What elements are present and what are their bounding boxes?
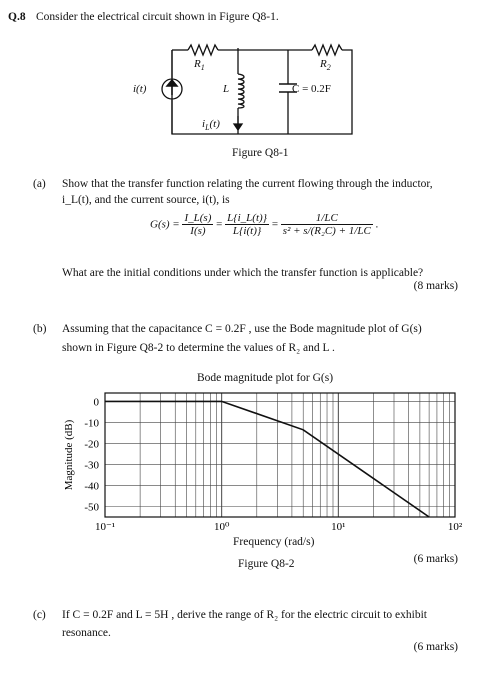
il-arrow-icon <box>234 116 242 130</box>
eq-fraction-1: $\frac{I\_L(s)}{I(s)}$ <box>184 212 212 237</box>
source-arrow-icon <box>167 80 177 95</box>
part-c-label: (c) <box>33 609 46 621</box>
part-c-marks: (6 marks) <box>413 641 458 653</box>
part-a-line1: Show that the transfer function relating the current flowing through the inductor, <box>62 178 433 190</box>
il-label: $i_L(t)$ <box>202 118 220 133</box>
part-b-line2: shown in Figure Q8-2 to determine the values of R₂ and L . <box>62 342 335 354</box>
x-tick-label: 10⁻¹ <box>94 521 116 533</box>
eq-lhs: G(s) = <box>150 218 180 231</box>
y-tick-label: -20 <box>84 438 99 451</box>
y-axis-label: Magnitude (dB) <box>63 419 75 491</box>
x-tick-label: 10⁰ <box>213 521 230 533</box>
part-c-line1: If C = 0.2F and L = 5H , derive the range of R₂ for the electric circuit to exhibit <box>62 609 427 621</box>
figure-caption-q8-1: Figure Q8-1 <box>232 147 289 159</box>
r1-label: $R_1$ <box>194 58 205 73</box>
r2-resistor <box>312 45 342 55</box>
chart-title: Bode magnitude plot for G(s) <box>197 372 334 384</box>
y-tick-labels <box>84 396 99 513</box>
y-tick-label: -10 <box>84 417 99 430</box>
part-a-marks: (8 marks) <box>413 280 458 292</box>
y-tick-label: -40 <box>84 480 99 493</box>
bode-chart <box>60 388 480 558</box>
y-tick-label: -30 <box>84 459 99 472</box>
question-intro: Consider the electrical circuit shown in Figure Q8-1. <box>36 11 279 23</box>
eq-fraction-3: $\frac{1/LC}{\text{s² + s/(R₂C) + 1/LC}}$ <box>282 212 371 237</box>
r1-resistor <box>188 45 218 55</box>
r2-label: $R_2$ <box>320 58 331 73</box>
x-tick-label: 10² <box>447 521 463 533</box>
x-axis-label: Frequency (rad/s) <box>233 536 315 548</box>
figure-caption-q8-2: Figure Q8-2 <box>238 558 295 570</box>
part-a-label: (a) <box>33 178 46 190</box>
part-a-question: What are the initial conditions under which the transfer function is applicable? <box>62 267 424 279</box>
y-tick-label: 0 <box>93 396 99 409</box>
part-b-label: (b) <box>33 323 47 335</box>
capacitor-label: C = 0.2F <box>292 83 331 95</box>
part-c-line2: resonance. <box>62 627 111 639</box>
source-label: i(t) <box>133 83 147 95</box>
part-b-line1: Assuming that the capacitance C = 0.2F , use the Bode magnitude plot of G(s) <box>62 323 422 335</box>
eq-fraction-2: $\frac{L\{i\_L(t)\}}{L\{i(t)\}}$ <box>227 212 268 237</box>
part-b-marks: (6 marks) <box>413 553 458 565</box>
question-number: Q.8 <box>8 11 26 23</box>
transfer-function-equation: G(s) = $\frac{I\_L(s)}{I(s)}$ = $\frac{L\{i\_L(t)\}}{L\{i(t)\}}$ = $\frac{1/LC}{\text{s² + s/(R₂C) + 1/LC}}$ . <box>150 212 379 237</box>
inductor-coil <box>238 74 244 108</box>
series-line <box>105 401 429 517</box>
y-tick-label: -50 <box>84 501 99 514</box>
part-a-line2: i_L(t), and the current source, i(t), is <box>62 194 230 206</box>
inductor-label: L <box>223 83 230 95</box>
x-tick-labels <box>95 521 463 533</box>
x-tick-label: 10¹ <box>331 521 346 533</box>
